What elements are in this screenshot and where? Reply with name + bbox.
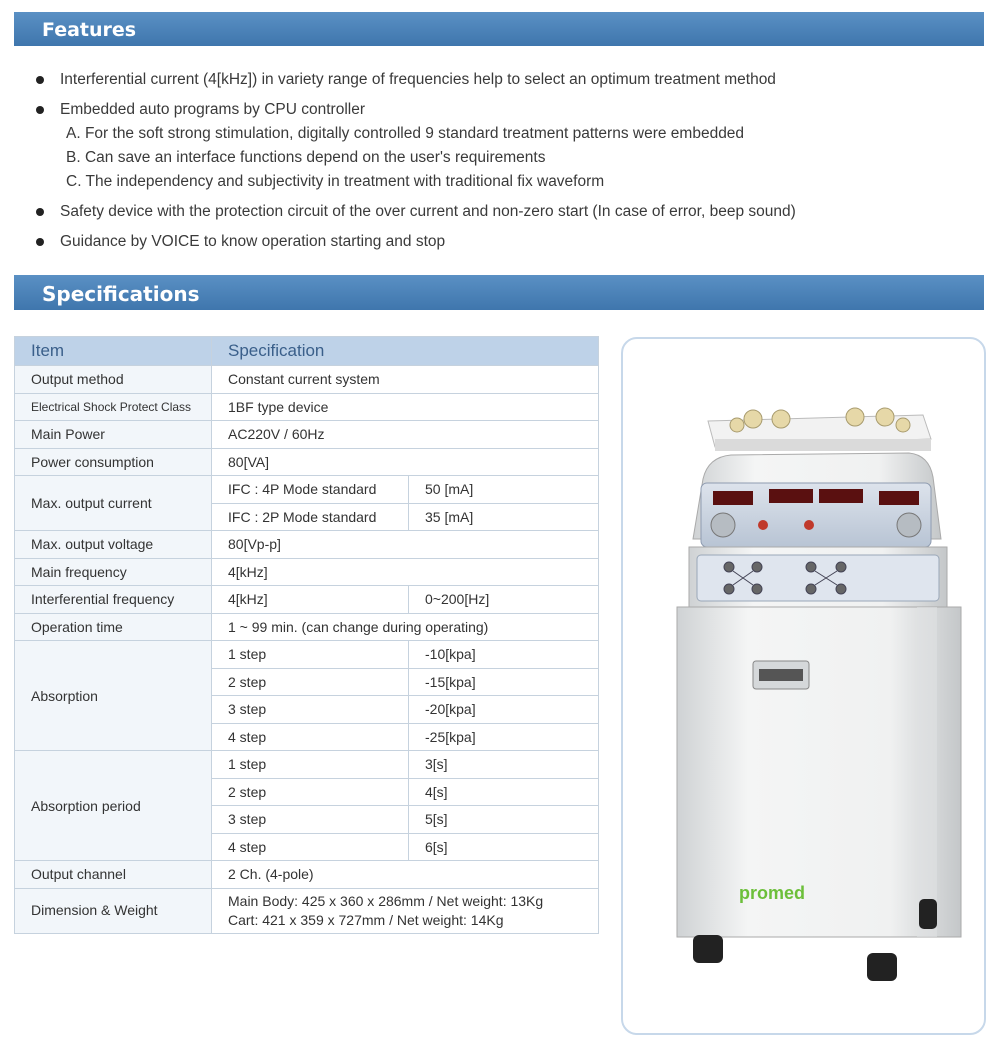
table-row: 3 step -20[kpa] xyxy=(15,696,599,724)
table-row: Absorption 1 step -10[kpa] xyxy=(15,641,599,669)
feature-item: Embedded auto programs by CPU controller xyxy=(60,101,365,119)
table-row: 2 step -15[kpa] xyxy=(15,668,599,696)
table-row: Output method Constant current system xyxy=(15,366,599,394)
product-image-frame xyxy=(621,337,986,1035)
table-row: Interferential frequency 4[kHz] 0~200[Hz] xyxy=(15,586,599,614)
specifications-title: Specifications xyxy=(42,282,200,306)
main-unit xyxy=(689,453,947,607)
features-header xyxy=(14,12,984,46)
table-row: Absorption period 1 step 3[s] xyxy=(15,751,599,779)
table-row: Main Power AC220V / 60Hz xyxy=(15,421,599,449)
feature-item: Interferential current (4[kHz]) in variety range of frequencies help to select an optimum treatment method xyxy=(60,71,776,89)
table-row: Main frequency 4[kHz] xyxy=(15,558,599,586)
table-row: Max. output current IFC : 4P Mode standard 50 [mA] xyxy=(15,476,599,504)
features-title: Features xyxy=(42,19,137,41)
table-row: Power consumption 80[VA] xyxy=(15,448,599,476)
table-row: Electrical Shock Protect Class 1BF type device xyxy=(15,393,599,421)
feature-subitem: C. The independency and subjectivity in treatment with traditional fix waveform xyxy=(66,173,605,190)
table-row: 3 step 5[s] xyxy=(15,806,599,834)
specifications-header xyxy=(14,275,984,310)
specifications-table xyxy=(14,336,599,934)
table-row: Output channel 2 Ch. (4-pole) xyxy=(15,861,599,889)
table-row: 4 step -25[kpa] xyxy=(15,723,599,751)
table-row: Operation time 1 ~ 99 min. (can change during operating) xyxy=(15,613,599,641)
table-row: Dimension & Weight Main Body: 425 x 360 x 286mm / Net weight: 13Kg Cart: 421 x 359 x 727mm / Net weight: 14Kg xyxy=(15,888,599,933)
table-row: 2 step 4[s] xyxy=(15,778,599,806)
column-header-spec: Specification xyxy=(212,337,599,366)
feature-subitem: A. For the soft strong stimulation, digitally controlled 9 standard treatment patterns were embedded xyxy=(66,125,745,142)
feature-item: Guidance by VOICE to know operation starting and stop xyxy=(60,233,445,251)
electrode-tray xyxy=(708,408,931,451)
cart-cabinet xyxy=(677,607,961,937)
table-row: Max. output voltage 80[Vp-p] xyxy=(15,531,599,559)
product-image xyxy=(623,339,984,1033)
table-row: IFC : 2P Mode standard 35 [mA] xyxy=(15,503,599,531)
feature-item: Safety device with the protection circuit of the over current and non-zero start (In case of error, beep sound) xyxy=(60,203,796,221)
table-row: 4 step 6[s] xyxy=(15,833,599,861)
feature-subitem: B. Can save an interface functions depend on the user's requirements xyxy=(66,149,546,166)
brand-logo: promed xyxy=(739,883,806,903)
table-header-row xyxy=(15,337,599,366)
column-header-item: Item xyxy=(15,337,212,366)
